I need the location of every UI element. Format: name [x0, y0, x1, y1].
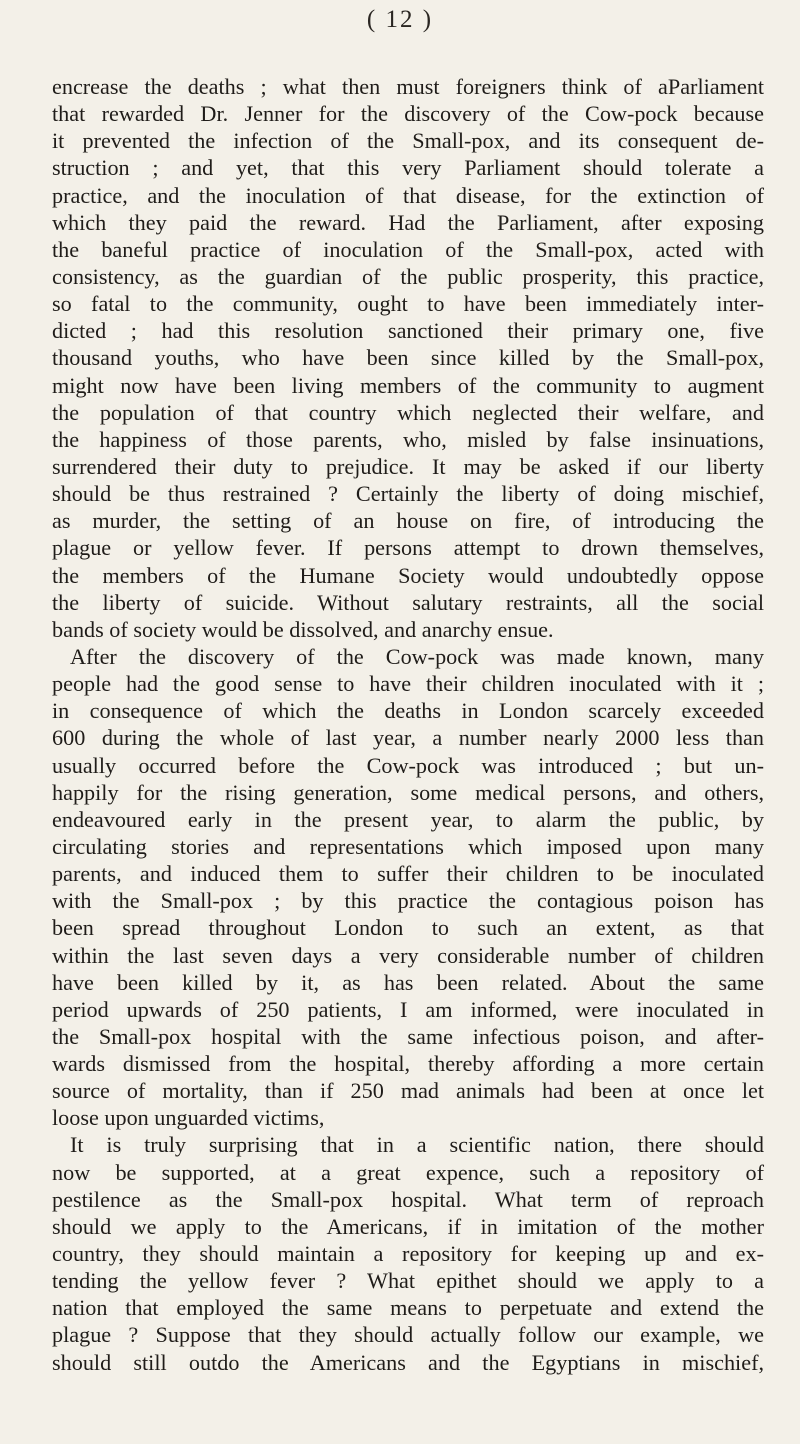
- text-line: have been killed by it, as has been related. About the same: [52, 969, 764, 995]
- text-line: it prevented the infection of the Small-pox, and its consequent de-: [52, 128, 764, 154]
- text-line: period upwards of 250 patients, I am informed, were inoculated in: [52, 996, 764, 1022]
- text-line: with the Small-pox ; by this practice the contagious poison has: [52, 888, 764, 914]
- text-line: bands of society would be dissolved, and anarchy ensue.: [52, 616, 554, 642]
- text-line: tending the yellow fever ? What epithet should we apply to a: [52, 1268, 764, 1294]
- text-line: people had the good sense to have their children inoculated with it ;: [52, 671, 764, 697]
- text-line: within the last seven days a very considerable number of children: [52, 942, 764, 968]
- text-line: encrease the deaths ; what then must foreigners think of aParliament: [52, 74, 764, 99]
- text-line: the population of that country which neglected their welfare, and: [52, 399, 764, 425]
- text-line: pestilence as the Small-pox hospital. What term of reproach: [52, 1186, 764, 1212]
- text-line: might now have been living members of the community to augment: [52, 372, 764, 398]
- text-line: now be supported, at a great expence, such a repository of: [52, 1159, 764, 1185]
- text-line: happily for the rising generation, some medical persons, and others,: [52, 779, 764, 805]
- text-line: struction ; and yet, that this very Parliament should tolerate a: [52, 155, 764, 181]
- page-number: ( 12 ): [366, 6, 434, 33]
- text-line: 600 during the whole of last year, a number nearly 2000 less than: [52, 725, 764, 751]
- text-line: endeavoured early in the present year, to alarm the public, by: [52, 806, 764, 832]
- text-line: country, they should maintain a repository for keeping up and ex-: [52, 1241, 764, 1267]
- text-line: the members of the Humane Society would undoubtedly oppose: [52, 562, 764, 588]
- text-line: so fatal to the community, ought to have been immediately inter-: [52, 291, 764, 317]
- text-line: surrendered their duty to prejudice. It may be asked if our liberty: [52, 453, 764, 479]
- text-line: should be thus restrained ? Certainly the liberty of doing mischief,: [52, 481, 764, 507]
- text-line: plague or yellow fever. If persons attempt to drown themselves,: [52, 535, 764, 561]
- text-line: the baneful practice of inoculation of the Small-pox, acted with: [52, 236, 764, 262]
- text-line: plague ? Suppose that they should actually follow our example, we: [52, 1322, 764, 1348]
- text-line: as murder, the setting of an house on fire, of introducing the: [52, 508, 764, 534]
- text-line: nation that employed the same means to perpetuate and extend the: [52, 1295, 764, 1321]
- text-line: source of mortality, than if 250 mad animals had been at once let: [52, 1078, 764, 1104]
- text-line: dicted ; had this resolution sanctioned their primary one, five: [52, 318, 764, 344]
- text-line: After the discovery of the Cow-pock was made known, many: [70, 643, 764, 669]
- body-text: [52, 73, 764, 1376]
- text-line: the Small-pox hospital with the same infectious poison, and after-: [52, 1023, 764, 1049]
- text-line: circulating stories and representations which imposed upon many: [52, 833, 764, 859]
- text-line: loose upon unguarded victims,: [52, 1105, 325, 1131]
- text-line: the liberty of suicide. Without salutary restraints, all the social: [52, 589, 764, 615]
- text-line: the happiness of those parents, who, misled by false insinuations,: [52, 426, 764, 452]
- text-line: which they paid the reward. Had the Parliament, after exposing: [52, 209, 764, 235]
- text-line: should still outdo the Americans and the Egyptians in mischief,: [52, 1349, 764, 1375]
- text-line: thousand youths, who have been since killed by the Small-pox,: [52, 345, 764, 371]
- text-line: been spread throughout London to such an extent, as that: [52, 915, 764, 941]
- text-line: usually occurred before the Cow-pock was introduced ; but un-: [52, 752, 764, 778]
- text-line: consistency, as the guardian of the public prosperity, this practice,: [52, 263, 764, 289]
- text-line: should we apply to the Americans, if in imitation of the mother: [52, 1213, 764, 1239]
- text-line: parents, and induced them to suffer their children to be inoculated: [52, 861, 764, 887]
- text-line: practice, and the inoculation of that disease, for the extinction of: [52, 182, 764, 208]
- text-line: wards dismissed from the hospital, thereby affording a more certain: [52, 1051, 764, 1077]
- text-line: in consequence of which the deaths in London scarcely exceeded: [52, 698, 764, 724]
- text-line: It is truly surprising that in a scientific nation, there should: [70, 1132, 764, 1158]
- text-line: that rewarded Dr. Jenner for the discovery of the Cow-pock because: [52, 101, 764, 127]
